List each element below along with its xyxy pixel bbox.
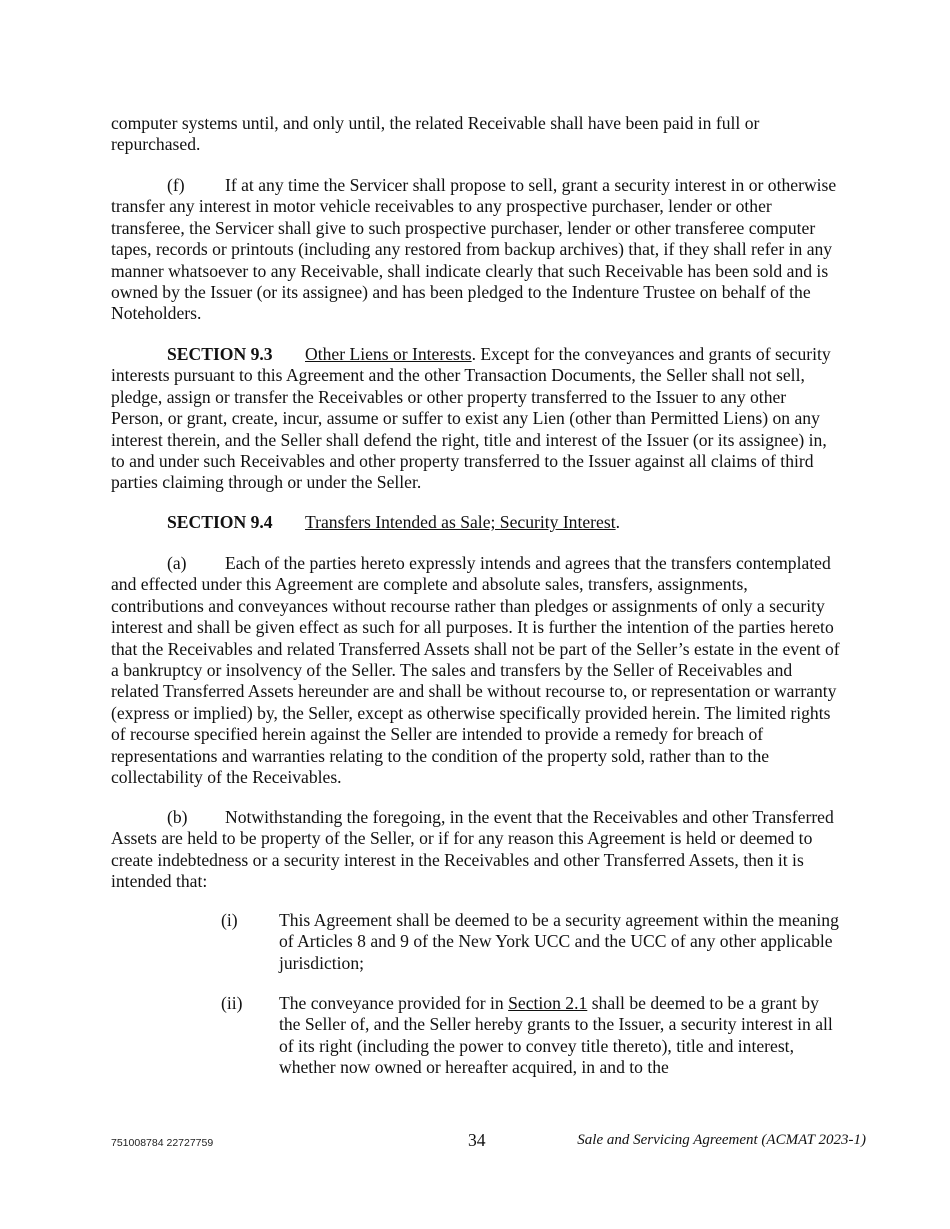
- section-reference: Section 2.1: [508, 993, 588, 1013]
- section-heading-tail: .: [615, 512, 620, 532]
- section-9-4: [111, 512, 841, 533]
- section-number: SECTION 9.4: [167, 512, 273, 532]
- document-title: Sale and Servicing Agreement (ACMAT 2023-1): [577, 1132, 866, 1148]
- paragraph-f: [111, 175, 841, 325]
- page-footer: [0, 1130, 950, 1154]
- paragraph-continuation: computer systems until, and only until, the related Receivable shall have been paid in full or repurchased.: [111, 113, 760, 155]
- section-number: SECTION 9.3: [167, 344, 273, 364]
- section-heading: Transfers Intended as Sale; Security Interest: [305, 512, 616, 532]
- paragraph-b: [111, 807, 841, 893]
- section-text: . Except for the conveyances and grants of security interests pursuant to this Agreement and the other Transaction Documents, the Seller shall not sell, pledge, assign or transfer the Receivables or other property transferred to the Issuer to any other Person, or grant, create, incur, assume or suffer to exist any Lien (other than Permitted Liens) on any interest therein, and the Seller shall defend the right, title and interest of the Issuer (or its assignee) in, to and under such Receivables and other property transferred to the Issuer against all claims of third parties claiming through or under the Seller.: [111, 344, 831, 493]
- document-id: 751008784 22727759: [111, 1137, 214, 1149]
- list-item-text: This Agreement shall be deemed to be a security agreement within the meaning of Articles 8 and 9 of the New York UCC and the UCC of any other applicable jurisdiction;: [279, 910, 839, 973]
- section-heading: Other Liens or Interests: [305, 344, 472, 364]
- list-item-text: The conveyance provided for in Section 2.1 shall be deemed to be a grant by the Seller of, and the Seller hereby grants to the Issuer, a security interest in all of its right (including the power to convey title thereto), title and interest, whether now owned or hereafter acquired, in and to the: [279, 993, 833, 1078]
- paragraph-label: (a): [167, 553, 187, 573]
- paragraph-text: Notwithstanding the foregoing, in the event that the Receivables and other Transferred Assets are held to be property of the Seller, or if for any reason this Agreement is held or deemed to create indebtedness or a security interest in the Receivables and other Transferred Assets, then it is intended that:: [111, 807, 834, 892]
- page-number: 34: [468, 1130, 486, 1150]
- paragraph-label: (f): [167, 175, 185, 195]
- paragraph-label: (b): [167, 807, 188, 827]
- paragraph-text: If at any time the Servicer shall propose to sell, grant a security interest in or otherwise transfer any interest in motor vehicle receivables to any prospective purchaser, lender or other transferee, the Servicer shall give to such prospective purchaser, lender or other transferee computer tapes, records or printouts (including any restored from backup archives) that, if they shall refer in any manner whatsoever to any Receivable, shall indicate clearly that such Receivable has been sold and is owned by the Issuer (or its assignee) and has been pledged to the Indenture Trustee on behalf of the Noteholders.: [111, 175, 837, 324]
- paragraph-a: [111, 553, 841, 788]
- paragraph-text: Each of the parties hereto expressly intends and agrees that the transfers contemplated and effected under this Agreement are complete and absolute sales, transfers, assignments, contributions and conveyances without recourse rather than pledges or assignments of only a security interest and shall be given effect as such for all purposes. It is further the intention of the parties hereto that the Receivables and related Transferred Assets shall not be part of the Seller’s estate in the event of a bankruptcy or insolvency of the Seller. The sales and transfers by the Seller of Receivables and related Transferred Assets hereunder are and shall be without recourse to, or representation or warranty (express or implied) by, the Seller, except as otherwise specifically provided herein. The limited rights of recourse specified herein against the Seller are intended to provide a remedy for breach of representations and warranties relating to the condition of the property sold, rather than to the collectability of the Receivables.: [111, 553, 840, 788]
- list-item-label: (ii): [221, 993, 243, 1013]
- list-item-label: (i): [221, 910, 238, 930]
- section-9-3: [111, 344, 841, 494]
